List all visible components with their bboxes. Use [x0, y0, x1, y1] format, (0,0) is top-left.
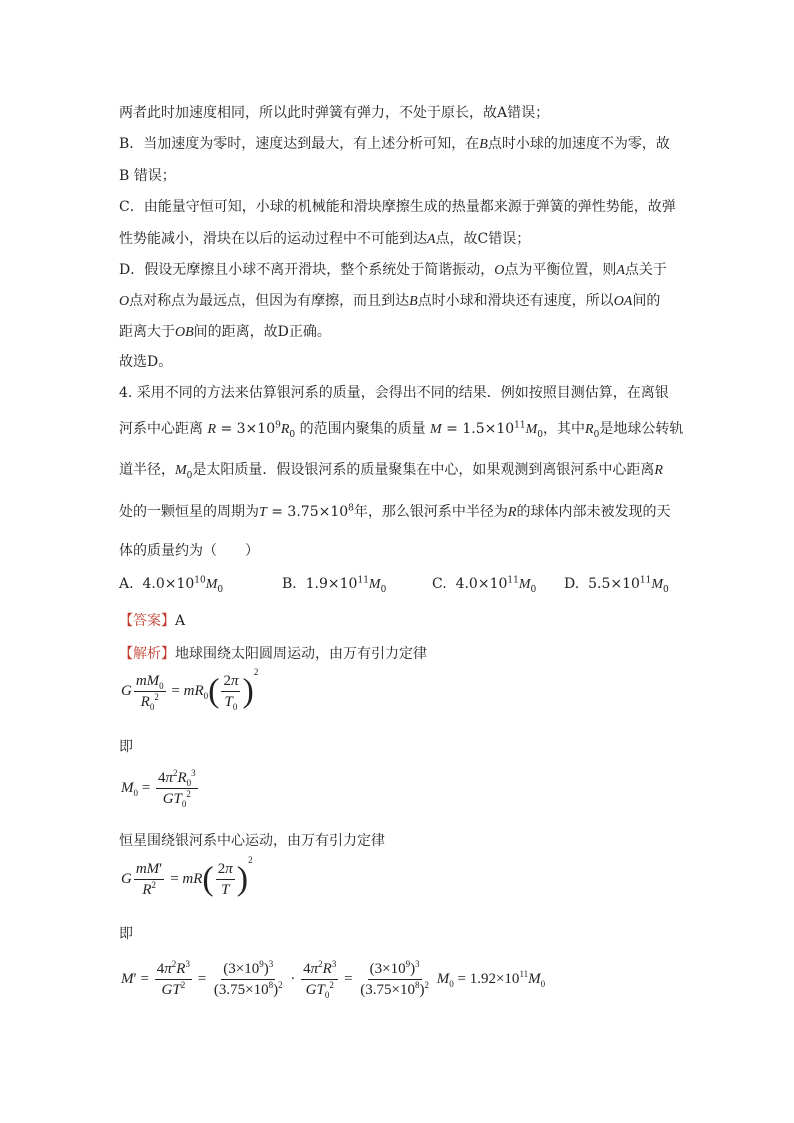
math-m0: M — [175, 463, 187, 478]
text: 地球围绕太阳圆周运动，由万有引力定律 — [175, 646, 427, 662]
text: 点时小球的加速度不为零，故 — [487, 136, 670, 152]
conclusion: 故选D。 — [119, 354, 173, 370]
answer-tag: 【答案】 — [119, 613, 175, 629]
text: 点对称点为最远点，但因为有摩擦，而且到达 — [129, 293, 410, 309]
text: 是太阳质量．假设银河系的质量聚集在中心，如果观测到离银河系中心距离 — [192, 462, 655, 478]
question-line-3: 道半径，$M_0$是太阳质量．假设银河系的质量聚集在中心，如果观测到离银河系中心距离R — [119, 462, 663, 481]
option-c-explanation-line-2 — [119, 230, 530, 249]
text: 点为平衡位置，则 — [504, 262, 617, 278]
option-d[interactable]: D. $5.5\times 10^{11}M_0$ — [564, 575, 669, 595]
equation-star-gravity: G $\frac{mM'}{R^2}$ = mR( $\frac{2\pi}{T}$ )$^2$ — [121, 854, 253, 898]
option-label: A. — [119, 576, 134, 592]
text: 的范围内聚集的质量 — [299, 421, 426, 437]
option-b-explanation-line-1 — [119, 135, 670, 154]
text: 道半径， — [119, 462, 175, 478]
option-d-explanation-line-2 — [119, 292, 660, 311]
text: ，其中 — [543, 421, 586, 437]
option-label: D. — [564, 576, 580, 592]
text: 的球体内部未被发现的天 — [516, 504, 671, 520]
var-oa: OA — [613, 294, 633, 309]
text: 是地球公转轨 — [599, 421, 684, 437]
equation-sun-mass: $M_0$ = $\frac{4\pi^2R_0^3}{GT_0^2}$ — [121, 768, 196, 809]
prev-solution-line-1: 两者此时加速度相同，所以此时弹簧有弹力，不处于原长，故A错误； — [119, 105, 550, 121]
star-intro: 恒星围绕银河系中心运动，由万有引力定律 — [119, 833, 385, 849]
var-a: A — [427, 232, 436, 247]
option-b-explanation-line-2: B 错误； — [119, 168, 176, 184]
text: 点关于 — [624, 262, 667, 278]
question-line-2: 河系中心距离 $R = 3\times 10^9R_0$ 的范围内聚集的质量 $M = 1.5\times 10^{11}M_0$，其中$R_0$是地球公转轨 — [119, 420, 684, 440]
text: 点时小球和滑块还有速度，所以 — [417, 293, 614, 309]
question-line-1: 4. 采用不同的方法来估算银河系的质量，会得出不同的结果．例如按照目测估算，在离银 — [119, 385, 669, 401]
equation-earth-gravity: G $\frac{mM_0}{R_0^2}$ = $mR_0$( $\frac{2\pi}{T_0}$ )$^2$ — [121, 666, 259, 712]
equation-galaxy-mass: M′ = $\frac{4\pi^2R^3}{GT^2}$ = $\frac{(3\times 10^9)^3}{(3.75\times 10^8)^2}$ · $\frac{4\pi^2R^3}{GT_0^2}$ = $\frac{(3\times 10^9)^3}{(3.75\times 10^8)^2}$ $M_0 = 1.92\times 10^{11}M_0$ — [121, 959, 546, 1000]
text: 点，故C错误； — [435, 231, 531, 247]
var-b: B — [409, 294, 418, 309]
text: D．假设无摩擦且小球不离开滑块，整个系统处于简谐振动， — [119, 262, 495, 278]
ji-1: 即 — [119, 739, 133, 755]
option-c-explanation-line-1: C．由能量守恒可知，小球的机械能和滑块摩擦生成的热量都来源于弹簧的弹性势能，故弹 — [119, 199, 676, 215]
math-t-equals: T — [259, 505, 267, 520]
option-c[interactable]: C. $4.0\times 10^{11}M_0$ — [432, 575, 537, 595]
var-o: O — [119, 294, 130, 309]
option-b[interactable]: B. $1.9\times 10^{11}M_0$ — [282, 575, 387, 595]
text: 河系中心距离 — [119, 421, 203, 437]
text: 年，那么银河系中半径为 — [353, 504, 508, 520]
ji-2: 即 — [119, 926, 133, 942]
text: 处的一颗恒星的周期为 — [119, 504, 259, 520]
result-value: 1.92×10 — [469, 970, 520, 987]
var-o: O — [494, 263, 505, 278]
analysis-intro — [119, 645, 427, 663]
option-a[interactable]: A. $4.0\times 10^{10}M_0$ — [119, 575, 224, 595]
analysis-tag: 【解析】 — [119, 646, 175, 662]
var-a: A — [616, 263, 625, 278]
math-r-equals: R — [207, 422, 217, 437]
answer — [119, 612, 185, 630]
option-label: C. — [432, 576, 447, 592]
answer-value: A — [175, 613, 186, 629]
math-m-equals: M — [430, 422, 442, 437]
text: B．当加速度为零时，速度达到最大，有上述分析可知，在 — [119, 136, 480, 152]
option-label: B. — [282, 576, 297, 592]
text: 间的 — [632, 293, 661, 309]
question-line-4: 处的一颗恒星的周期为$T = 3.75\times 10^8$年，那么银河系中半径为R的球体内部未被发现的天 — [119, 503, 671, 520]
option-d-explanation-line-3 — [119, 323, 331, 342]
question-line-5: 体的质量约为（ ） — [119, 543, 259, 559]
text: 间的距离，故D正确。 — [193, 324, 331, 340]
text: 性势能减小，滑块在以后的运动过程中不可能到达 — [119, 231, 427, 247]
text: 距离大于 — [119, 324, 175, 340]
var-b: B — [479, 137, 488, 152]
var-ob: OB — [175, 325, 194, 340]
option-d-explanation-line-1 — [119, 261, 667, 280]
